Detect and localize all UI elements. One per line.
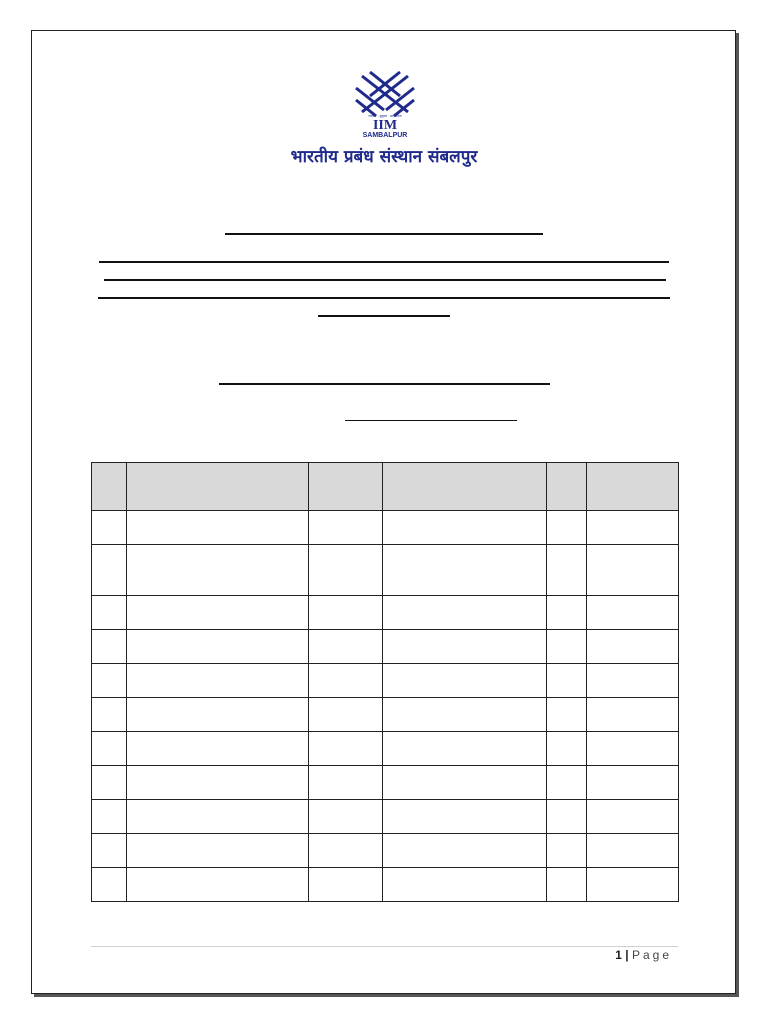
table-cell [547,800,587,834]
table-cell [92,698,127,732]
table-row [92,732,679,766]
table-row [92,511,679,545]
table-cell [309,664,383,698]
page-separator: | [625,948,629,962]
footer-divider [91,946,678,947]
table-row [92,800,679,834]
table-cell [92,596,127,630]
table-cell [127,596,309,630]
table-header-row [92,463,679,511]
table-cell [547,511,587,545]
table-cell [383,511,547,545]
table-cell [309,834,383,868]
table-cell [587,698,679,732]
table-cell [383,630,547,664]
table-cell [127,732,309,766]
table-cell [309,511,383,545]
heading-underline [219,383,550,385]
table-cell [587,732,679,766]
page-label: Page [631,948,672,962]
table-cell [547,664,587,698]
table-cell [309,766,383,800]
table-cell [127,698,309,732]
table-cell [547,834,587,868]
table-cell [92,630,127,664]
table-cell [92,732,127,766]
table-cell [587,868,679,902]
table-cell [383,800,547,834]
subheading-underline [345,420,517,421]
table-cell [587,834,679,868]
subject-line-3 [98,297,670,299]
table-cell [92,834,127,868]
table-cell [587,511,679,545]
subject-line-2 [104,279,666,281]
table-row [92,698,679,732]
page-footer [615,948,672,962]
table-cell [127,630,309,664]
table-cell [587,545,679,596]
table-cell [127,545,309,596]
subject-line-4 [318,315,450,317]
table-cell [547,698,587,732]
table-row [92,596,679,630]
table-cell [547,630,587,664]
table-cell [92,545,127,596]
table-cell [547,596,587,630]
header-cell [92,463,127,511]
title-underline [225,233,543,235]
table-cell [309,732,383,766]
header-cell [309,463,383,511]
table-cell [547,766,587,800]
table-cell [92,511,127,545]
table-cell [309,596,383,630]
table-cell [587,630,679,664]
table-cell [383,834,547,868]
page-number: 1 [615,948,622,962]
table-cell [127,511,309,545]
table-cell [127,834,309,868]
table-cell [587,766,679,800]
table-cell [92,800,127,834]
table-cell [309,630,383,664]
iim-sambalpur-logo [350,66,420,138]
table-cell [92,664,127,698]
table-cell [383,596,547,630]
table-row [92,834,679,868]
table-row [92,766,679,800]
table-cell [309,545,383,596]
table-cell [587,596,679,630]
table-cell [587,800,679,834]
table-cell [547,545,587,596]
svg-text:SAMBALPUR: SAMBALPUR [362,132,408,138]
table-cell [127,766,309,800]
svg-text:IIM: IIM [372,118,398,133]
table-row [92,868,679,902]
table-cell [309,800,383,834]
table-cell [547,868,587,902]
header-cell [127,463,309,511]
table-row [92,664,679,698]
header-cell [587,463,679,511]
subject-line-1 [99,261,669,263]
table-cell [547,732,587,766]
table-cell [92,868,127,902]
table-cell [92,766,127,800]
table-cell [127,868,309,902]
table-cell [383,732,547,766]
header-cell [383,463,547,511]
institute-name-hindi: भारतीय प्रबंध संस्थान संबलपुर [290,147,478,167]
table-cell [383,766,547,800]
table-cell [383,545,547,596]
table-cell [127,664,309,698]
table-cell [309,868,383,902]
table-cell [127,800,309,834]
table-cell [383,664,547,698]
table-cell [309,698,383,732]
entry-table [91,462,679,902]
header-cell [547,463,587,511]
svg-text:नवाचार - सुदृढ़ता - समावेशिता: नवाचार - सुदृढ़ता - समावेशिता [368,114,402,118]
table-cell [587,664,679,698]
table-cell [383,868,547,902]
table-row [92,630,679,664]
table-row [92,545,679,596]
table-cell [383,698,547,732]
